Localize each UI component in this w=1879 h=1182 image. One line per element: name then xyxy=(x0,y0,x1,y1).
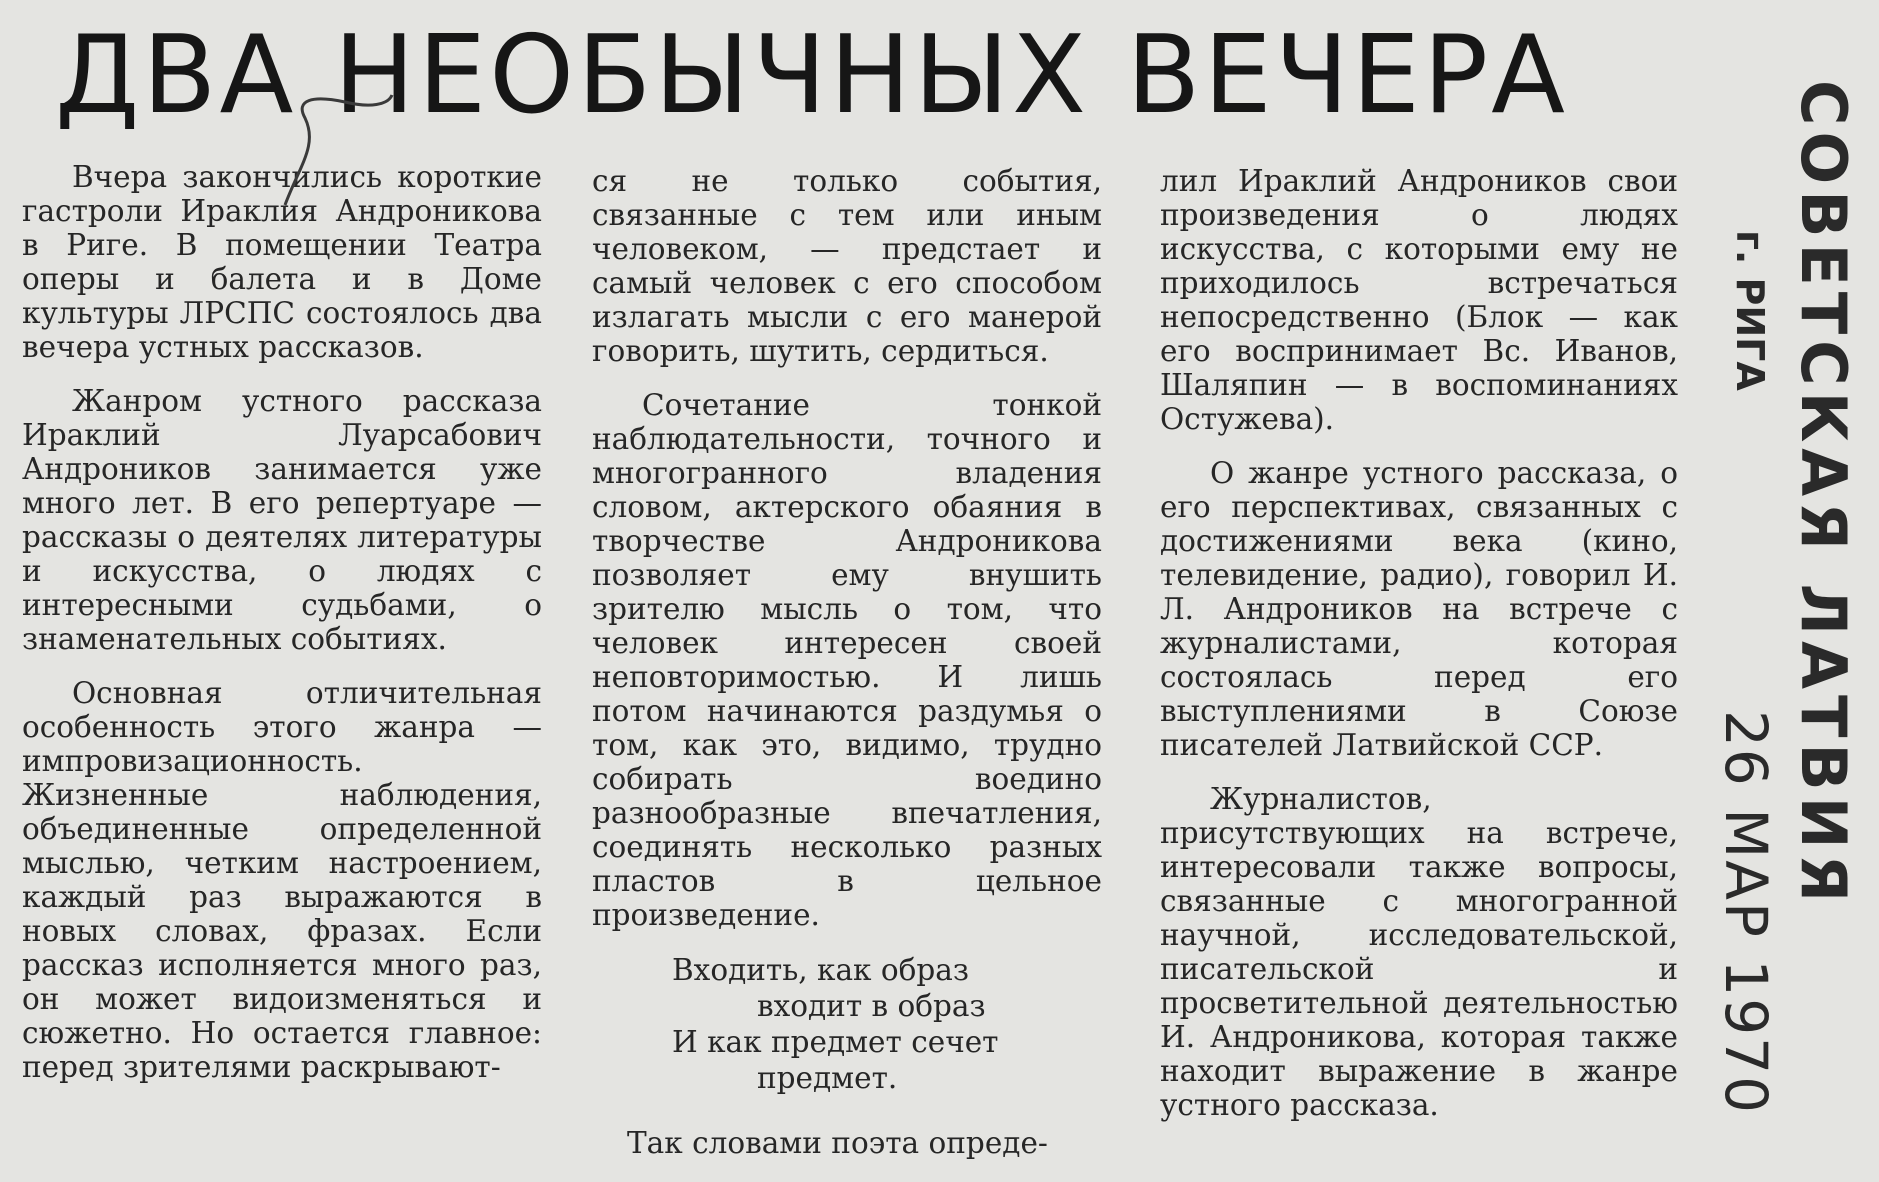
paragraph: Вчера закончились короткие гастроли Ираклия Андроникова в Риге. В помещении Театра оперы и балета и в Доме культуры ЛРСПС состоялось два вечера устных рассказов. xyxy=(22,160,542,364)
headline: ДВА НЕОБЫЧНЫХ ВЕЧЕРА xyxy=(55,13,1568,138)
verse-line: Входить, как образ xyxy=(672,953,969,987)
stamp-date: 26 МАР 1970 xyxy=(1712,710,1780,1115)
paragraph: О жанре устного рассказа, о его перспективах, связанных с достижениями века (кино, телевидение, радио), говорил И. Л. Андроников на встрече с журналистами, которая состоялась перед его выступлениями в Союзе писателей Латвийской ССР. xyxy=(1160,456,1678,762)
stamp-newspaper-name: СОВЕТСКАЯ ЛАТВИЯ xyxy=(1787,80,1860,909)
verse-line: входит в образ xyxy=(757,989,986,1023)
verse-line: И как предмет сечет xyxy=(672,1025,999,1059)
paragraph: Так словами поэта опреде- xyxy=(627,1126,1048,1160)
article-column-1 xyxy=(22,160,542,1104)
verse-quote xyxy=(592,952,1102,1096)
paragraph: ся не только события, связанные с тем или иным человеком, — предстает и самый человек с его способом излагать мысли с его манерой говорить, шутить, сердиться. xyxy=(592,164,1102,368)
paragraph: лил Ираклий Андроников свои произведения о людях искусства, с которыми ему не приходилось встречаться непосредственно (Блок — как его воспринимает Вс. Иванов, Шаляпин — в воспоминаниях Остужева). xyxy=(1160,164,1678,436)
paragraph: Жанром устного рассказа Ираклий Луарсабович Андроников занимается уже много лет. В его репертуаре — рассказы о деятелях литературы и искусства, о людях с интересными судьбами, о знаменательных событиях. xyxy=(22,384,542,656)
verse-line: предмет. xyxy=(757,1061,898,1095)
paragraph: Журналистов, присутствующих на встрече, интересовали также вопросы, связанные с многогранной научной, исследовательской, писательской и просветительной деятельностью И. Андроникова, которая также находит выражение в жанре устного рассказа. xyxy=(1160,782,1678,1122)
article-column-3 xyxy=(1160,164,1678,1142)
archive-stamp xyxy=(1700,70,1879,1150)
article-column-2 xyxy=(592,164,1102,1180)
paragraph: Основная отличительная особенность этого жанра — импровизационность. Жизненные наблюдения, объединенные определенной мыслью, четким настроением, каждый раз выражаются в новых словах, фразах. Если рассказ исполняется много раз, он может видоизменяться и сюжетно. Но остается главное: перед зрителями раскрывают- xyxy=(22,676,542,1084)
stamp-city: г. РИГА xyxy=(1728,230,1772,391)
paragraph: Сочетание тонкой наблюдательности, точного и многогранного владения словом, актерского обаяния в творчестве Андроникова позволяет ему внушить зрителю мысль о том, что человек интересен своей неповторимостью. И лишь потом начинаются раздумья о том, как это, видимо, трудно собирать воедино разнообразные впечатления, соединять несколько разных пластов в цельное произведение. xyxy=(592,388,1102,932)
